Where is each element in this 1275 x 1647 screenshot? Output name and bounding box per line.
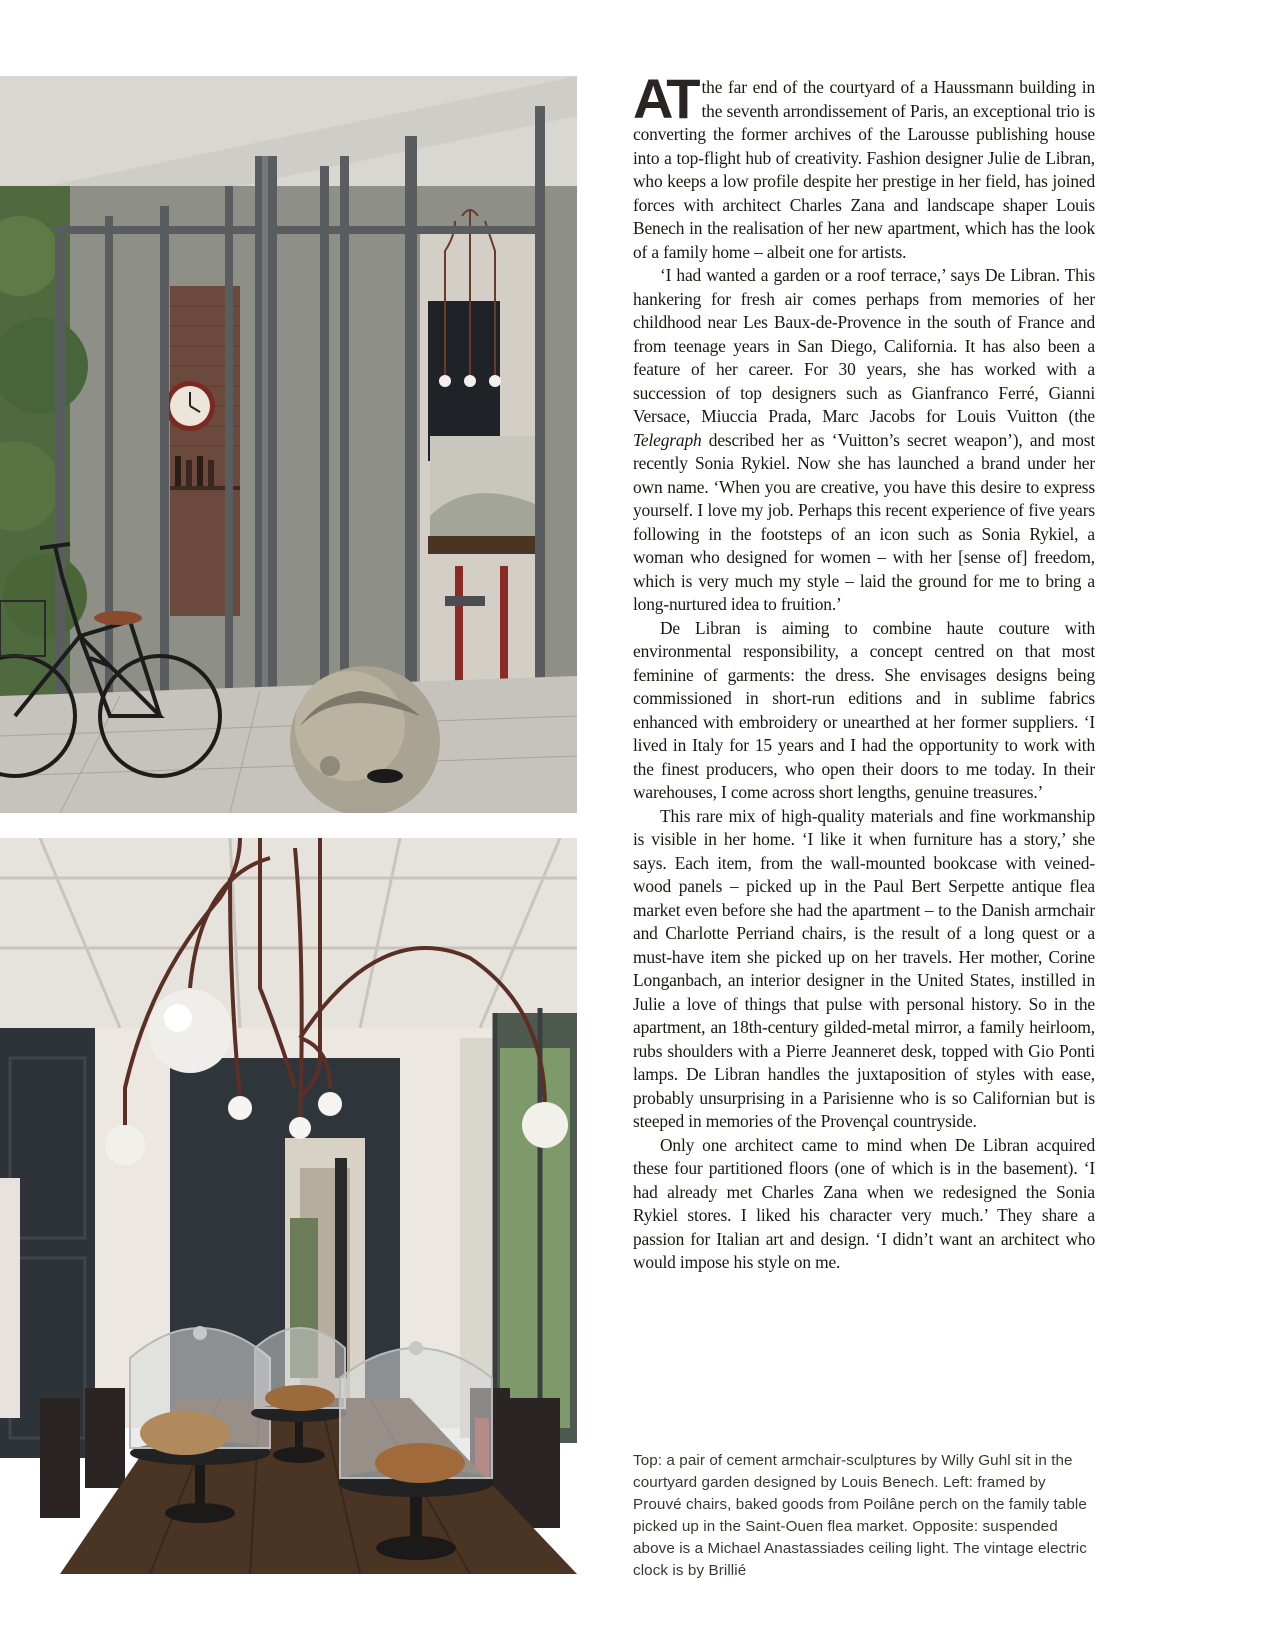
paragraph-1 <box>633 67 1095 264</box>
courtyard-photo <box>0 76 577 813</box>
drop-cap: AT <box>633 67 698 130</box>
article-body <box>633 67 1095 1275</box>
paragraph-2-text-b: described her as ‘Vuitton’s secret weapon’), and most recently Sonia Rykiel. Now she has launched a brand under her own name. ‘When you are creative, you have this desire to express yourself. I love my job. Perhaps this recent experience of five years following in the footsteps of an icon such as Sonia Rykiel, a woman who designed for women – with her [sense of] freedom, which is very much my style – laid the ground for me to bring a long-nurtured idea to fruition.’ <box>633 429 1095 614</box>
paragraph-2-text-a: ‘I had wanted a garden or a roof terrace,’ says De Libran. This hankering for fresh air comes perhaps from memories of her childhood near Les Baux-de-Provence in the south of France and from teenage years in San Diego, California. It has also been a feature of her career. For 30 years, she has worked with a succession of top designers such as Gianfranco Ferré, Gianni Versace, Miuccia Prada, Marc Jacobs for Louis Vuitton (the <box>633 265 1095 426</box>
telegraph-italic: Telegraph <box>633 429 702 450</box>
paragraph-3: De Libran is aiming to combine haute couture with environmental responsibility, a concept centred on that most feminine of garments: the dress. She envisages designs being commissioned in short-run editions and in sublime fabrics enhanced with embroidery or unearthed at her former suppliers. ‘I lived in Italy for 15 years and I had the opportunity to work with the finest producers, who open their doors to me today. In their warehouses, I come across short lengths, genuine treasures.’ <box>633 617 1095 802</box>
paragraph-4: This rare mix of high-quality materials and fine workmanship is visible in her home. ‘I like it when furniture has a story,’ she says. Each item, from the wall-mounted bookcase with veined-wood panels – picked up in the Paul Bert Serpette antique flea market even before she had the apartment – to the Danish armchair and Charlotte Perriand chairs, is the result of a long quest or a must-have item she picked up on her travels. Her mother, Corine Longanbach, an interior designer in the United States, instilled in Julie a love of things that pulse with personal history. So in the apartment, an 18th-century gilded-metal mirror, a family heirloom, rubs shoulders with a Pierre Jeanneret desk, topped with Gio Ponti lamps. De Libran handles the juxtaposition of styles with ease, probably unsurprising in a Parisienne who is so Californian but is steeped in memories of the Provençal countryside. <box>633 805 1095 1131</box>
paragraph-2 <box>633 264 1095 617</box>
dining-room-photo <box>0 838 577 1574</box>
photo-caption: Top: a pair of cement armchair-sculptures by Willy Guhl sit in the courtyard garden designed by Louis Benech. Left: framed by Prouvé chairs, baked goods from Poilâne perch on the family table picked up in the Saint-Ouen flea market. Opposite: suspended above is a Michael Anastassiades ceiling light. The vintage electric clock is by Brillié <box>633 1452 1087 1579</box>
paragraph-5: Only one architect came to mind when De Libran acquired these four partitioned floors (one of which is in the basement). ‘I had already met Charles Zana when we redesigned the Sonia Rykiel stores. I liked his character very much.’ They share a passion for Italian art and design. ‘I didn’t want an architect who would impose his style on me. <box>633 1134 1095 1272</box>
paragraph-1-text: the far end of the courtyard of a Haussmann building in the seventh arrondissement of Paris, an exceptional trio is converting the former archives of the Larousse publishing house into a top-flight hub of creativity. Fashion designer Julie de Libran, who keeps a low profile despite her prestige in her field, has joined forces with architect Charles Zana and landscape shaper Louis Benech in the realisation of her new apartment, which has the look of a family home – albeit one for artists. <box>633 77 1095 262</box>
